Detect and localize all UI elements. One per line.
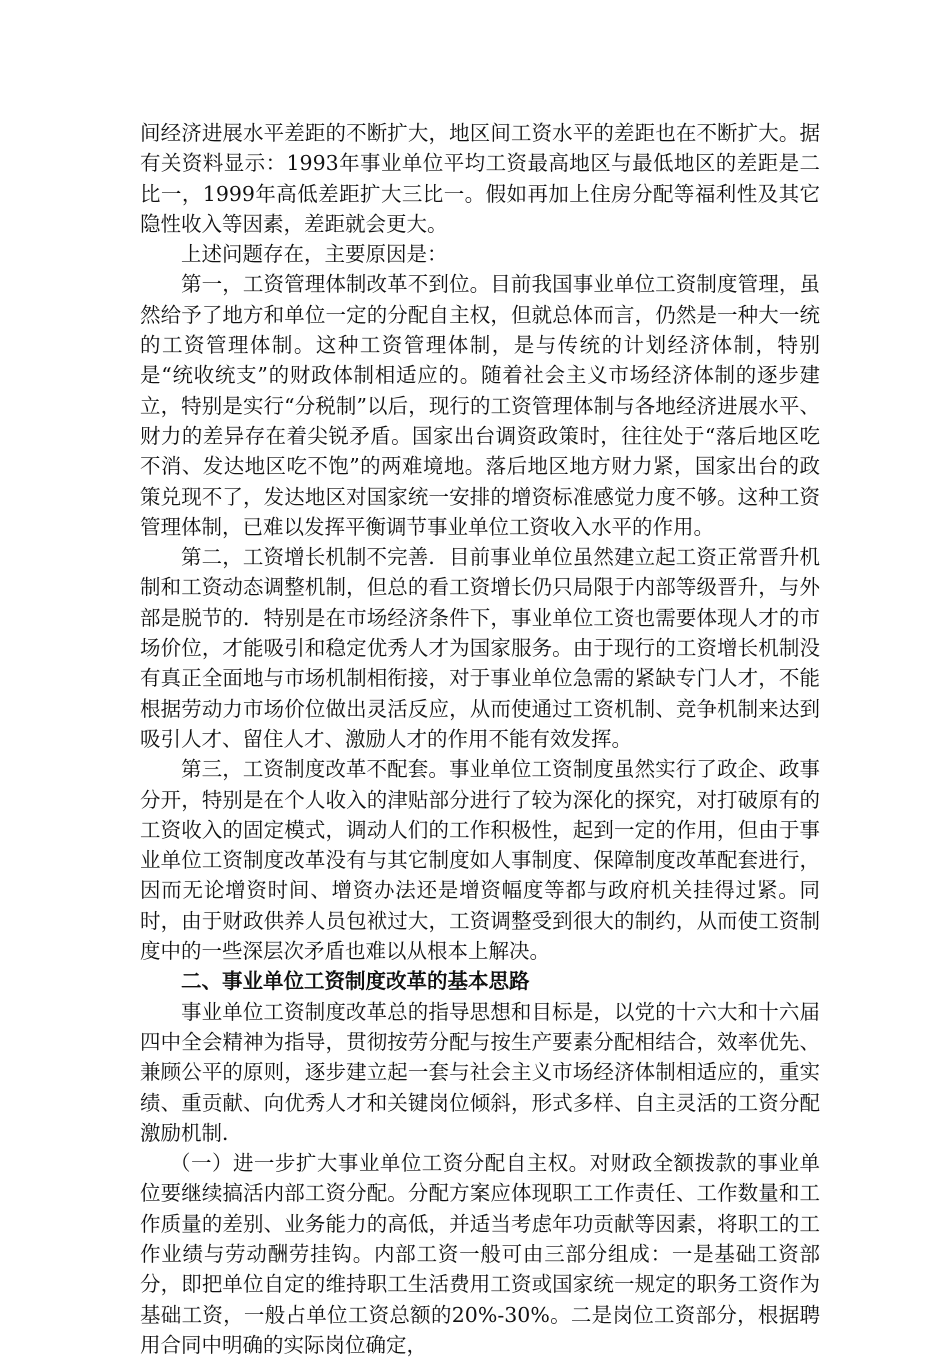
section-heading: 二、事业单位工资制度改革的基本思路: [181, 969, 530, 994]
paragraph-third-reason: 第三，工资制度改革不配套。事业单位工资制度虽然实行了政企、政事分开，特别是在个人收入的津贴部分进行了较为深化的探究，对打破原有的工资收入的固定模式，调动人们的工作积极性，起到一定的作用，但由于事业单位工资制度改革没有与其它制度如人事制度、保障制度改革配套进行，因而无论增资时间、增资办法还是增资幅度等都与政府机关挂得过紧。同时，由于财政供养人员包袱过大，工资调整受到很大的制约，从而使工资制度中的一些深层次矛盾也难以从根本上解决。: [140, 757, 820, 964]
paragraph-regional-gap: 间经济进展水平差距的不断扩大，地区间工资水平的差距也在不断扩大。据有关资料显示：1993年事业单位平均工资最高地区与最低地区的差距是二比一，1999年高低差距扩大三比一。假如再加上住房分配等福利性及其它隐性收入等因素，差距就会更大。: [140, 121, 820, 236]
paragraph-expand-autonomy: （一）进一步扩大事业单位工资分配自主权。对财政全额拨款的事业单位要继续搞活内部工资分配。分配方案应体现职工工作责任、工作数量和工作质量的差别、业务能力的高低，并适当考虑年功贡献等因素，将职工的工作业绩与劳动酬劳挂钩。内部工资一般可由三部分组成：一是基础工资部分，即把单位自定的维持职工生活费用工资或国家统一规定的职务工资作为基础工资，一般占单位工资总额的20%-30%。二是岗位工资部分，根据聘用合同中明确的实际岗位确定，: [140, 1151, 820, 1357]
paragraph-first-reason: 第一，工资管理体制改革不到位。目前我国事业单位工资制度管理，虽然给予了地方和单位一定的分配自主权，但就总体而言，仍然是一种大一统的工资管理体制。这种工资管理体制，是与传统的计划经济体制，特别是“统收统支”的财政体制相适应的。随着社会主义市场经济体制的逐步建立，特别是实行“分税制”以后，现行的工资管理体制与各地经济进展水平、财力的差异存在着尖锐矛盾。国家出台调资政策时，往往处于“落后地区吃不消、发达地区吃不饱”的两难境地。落后地区地方财力紧，国家出台的政策兑现不了，发达地区对国家统一安排的增资标准感觉力度不够。这种工资管理体制，已难以发挥平衡调节事业单位工资收入水平的作用。: [140, 272, 820, 539]
paragraph-second-reason: 第二，工资增长机制不完善．目前事业单位虽然建立起工资正常晋升机制和工资动态调整机制，但总的看工资增长仍只局限于内部等级晋升，与外部是脱节的．特别是在市场经济条件下，事业单位工资也需要体现人才的市场价位，才能吸引和稳定优秀人才为国家服务。由于现行的工资增长机制没有真正全面地与市场机制相衔接，对于事业单位急需的紧缺专门人才，不能根据劳动力市场价位做出灵活反应，从而使通过工资机制、竞争机制来达到吸引人才、留住人才、激励人才的作用不能有效发挥。: [140, 545, 820, 751]
document-page: [140, 118, 820, 1360]
paragraph-main-reasons: 上述问题存在，主要原因是：: [181, 242, 448, 267]
paragraph-guiding-thought: 事业单位工资制度改革总的指导思想和目标是，以党的十六大和十六届四中全会精神为指导，贯彻按劳分配与按生产要素分配相结合，效率优先、兼顾公平的原则，逐步建立起一套与社会主义市场经济体制相适应的，重实绩、重贡献、向优秀人才和关键岗位倾斜，形式多样、自主灵活的工资分配激励机制．: [140, 999, 820, 1145]
